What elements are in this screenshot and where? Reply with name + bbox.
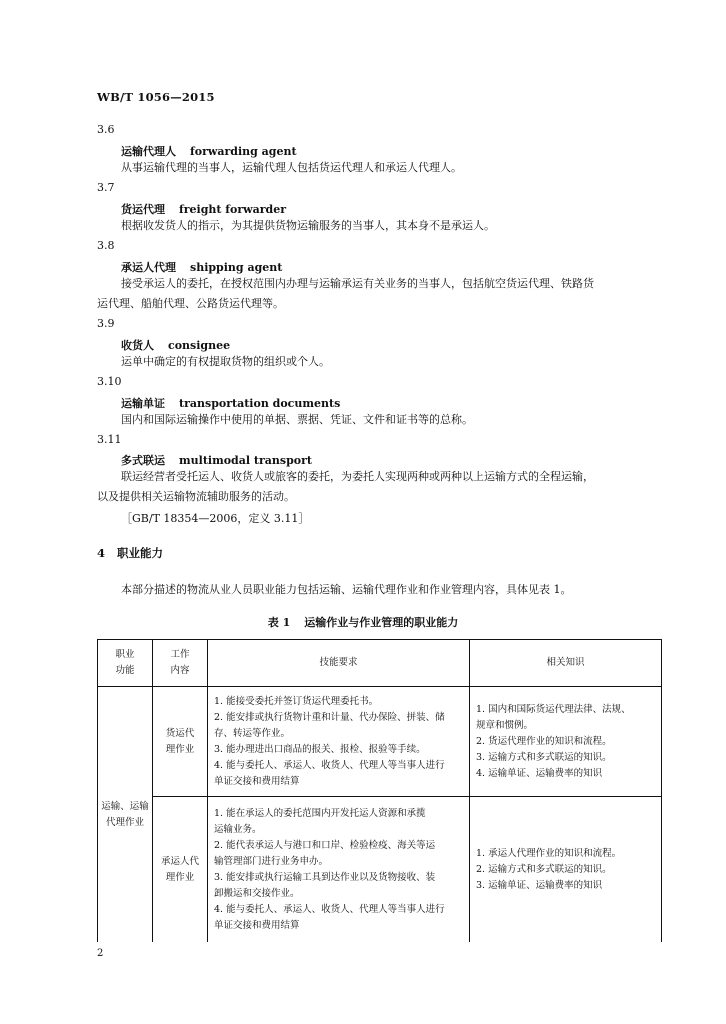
term-en: shipping agent <box>190 261 283 274</box>
page-number: 2 <box>97 948 104 959</box>
term-zh: 收货人 <box>121 339 154 352</box>
term-source: ［GB/T 18354—2006，定义 3.11］ <box>121 512 310 525</box>
term-definition: 根据收发货人的指示，为其提供货物运输服务的当事人，其本身不是承运人。 <box>121 219 495 232</box>
knowledge-cell: 1. 承运人代理作业的知识和流程。 2. 运输方式和多式联运的知识。 3. 运输单证、运输费率的知识 <box>470 797 662 942</box>
header-knowledge: 相关知识 <box>470 640 662 687</box>
header-function: 职业 功能 <box>98 640 153 687</box>
term-title <box>121 395 340 411</box>
term-number: 3.8 <box>97 239 115 252</box>
term-definition: 国内和国际运输操作中使用的单据、票据、凭证、文件和证书等的总称。 <box>121 413 473 426</box>
term-zh: 承运人代理 <box>121 261 176 274</box>
section-title: 职业能力 <box>117 546 164 560</box>
term-definition-continued: 以及提供相关运输物流辅助服务的活动。 <box>97 490 295 503</box>
term-title <box>121 143 297 159</box>
table-caption <box>0 614 726 630</box>
skills-cell: 1. 能在承运人的委托范围内开发托运人资源和承揽 运输业务。 2. 能代表承运人与港口和口岸、检验检疫、海关等运 输管理部门进行业务申办。 3. 能安排或执行运输工具到达作业以及货物接收、装 卸搬运和交接作业。 4. 能与委托人、承运人、收货人、代理人等当事人进行 单证交接和费用结算 <box>208 797 470 942</box>
term-number: 3.11 <box>97 433 122 446</box>
term-en: transportation documents <box>179 397 341 410</box>
term-definition: 接受承运人的委托，在授权范围内办理与运输承运有关业务的当事人，包括航空货运代理、铁路货 <box>121 277 594 290</box>
term-en: forwarding agent <box>190 145 297 158</box>
section-heading <box>97 545 163 561</box>
term-definition: 运单中确定的有权提取货物的组织或个人。 <box>121 355 330 368</box>
term-title <box>121 259 282 275</box>
competency-table <box>97 639 662 942</box>
function-cell: 运输、运输 代理作业 <box>98 687 153 942</box>
term-number: 3.10 <box>97 375 122 388</box>
term-title <box>121 337 230 353</box>
section-intro: 本部分描述的物流从业人员职业能力包括运输、运输代理作业和作业管理内容，具体见表 1。 <box>121 583 572 596</box>
section-number: 4 <box>97 546 106 560</box>
term-number: 3.9 <box>97 317 115 330</box>
table-number: 表 1 <box>267 616 291 629</box>
term-definition: 联运经营者受托运人、收货人或旅客的委托，为委托人实现两种或两种以上运输方式的全程运输， <box>121 470 594 483</box>
term-en: consignee <box>168 339 231 352</box>
term-en: freight forwarder <box>179 203 287 216</box>
term-en: multimodal transport <box>179 454 312 467</box>
header-work: 工作 内容 <box>153 640 208 687</box>
knowledge-cell: 1. 国内和国际货运代理法律、法规、 规章和惯例。 2. 货运代理作业的知识和流程。 3. 运输方式和多式联运的知识。 4. 运输单证、运输费率的知识 <box>470 687 662 797</box>
table-title: 运输作业与作业管理的职业能力 <box>304 616 459 629</box>
work-cell: 承运人代 理作业 <box>153 797 208 942</box>
skills-cell: 1. 能接受委托并签订货运代理委托书。 2. 能安排或执行货物计重和计量、代办保险、拼装、储 存、转运等作业。 3. 能办理进出口商品的报关、报检、报验等手续。 4. 能与委托人、承运人、收货人、代理人等当事人进行 单证交接和费用结算 <box>208 687 470 797</box>
term-title <box>121 201 286 217</box>
term-zh: 运输代理人 <box>121 145 176 158</box>
term-definition: 从事运输代理的当事人，运输代理人包括货运代理人和承运人代理人。 <box>121 161 462 174</box>
term-zh: 运输单证 <box>121 397 165 410</box>
term-number: 3.7 <box>97 181 115 194</box>
term-number: 3.6 <box>97 123 115 136</box>
header-skills: 技能要求 <box>208 640 470 687</box>
standard-number: WB/T 1056—2015 <box>97 90 215 104</box>
term-title <box>121 452 312 468</box>
term-zh: 多式联运 <box>121 454 165 467</box>
term-zh: 货运代理 <box>121 203 165 216</box>
work-cell: 货运代 理作业 <box>153 687 208 797</box>
term-definition-continued: 运代理、船舶代理、公路货运代理等。 <box>97 297 284 310</box>
